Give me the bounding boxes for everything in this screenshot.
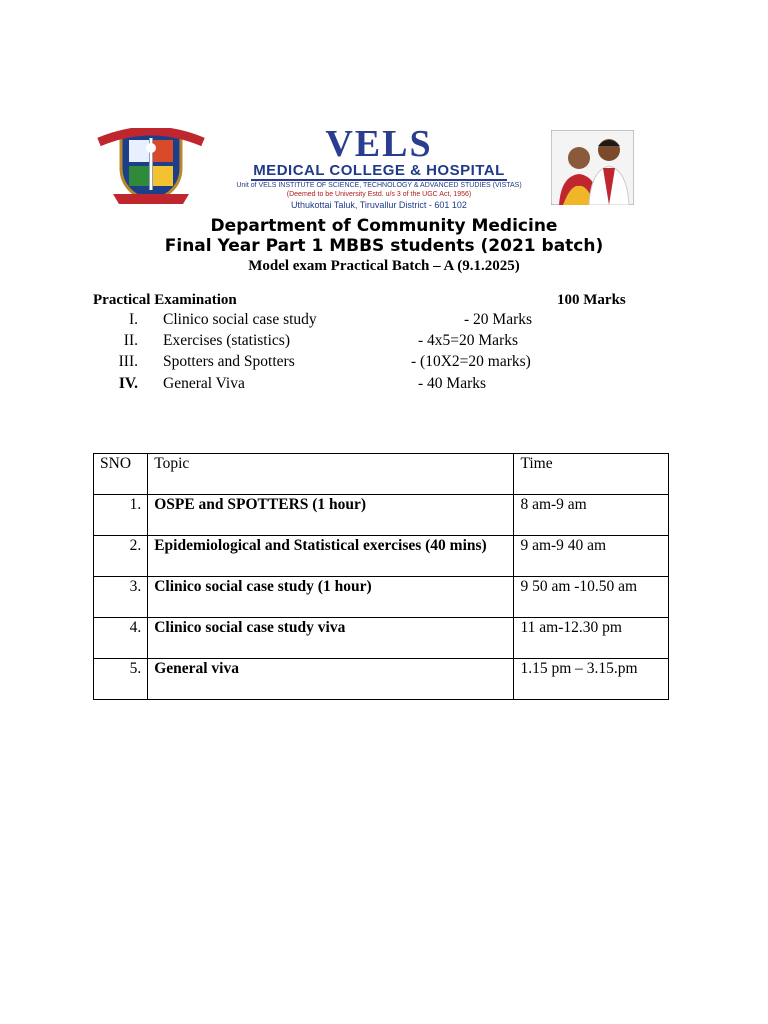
students-title: Final Year Part 1 MBBS students (2021 batch) [164, 236, 604, 256]
founders-photo-icon [551, 130, 634, 205]
header-sno: SNO [94, 454, 148, 495]
brand-name: VELS [325, 123, 433, 165]
schedule-table [93, 453, 669, 700]
table-header-row [94, 454, 669, 495]
practical-item-number: II. [123, 332, 138, 349]
cell-time: 8 am-9 am [514, 495, 669, 536]
cell-sno: 2. [94, 536, 148, 577]
cell-sno: 4. [94, 618, 148, 659]
practical-item-marks: - 40 Marks [418, 375, 487, 392]
brand-block [219, 123, 539, 210]
cell-time: 11 am-12.30 pm [514, 618, 669, 659]
practical-item-number: IV. [118, 375, 138, 392]
practical-item-marks: - 4x5=20 Marks [418, 332, 519, 349]
practical-item-label: Spotters and Spotters [163, 353, 295, 370]
batch-title: Model exam Practical Batch – A (9.1.2025) [248, 258, 520, 274]
cell-time: 9 50 am -10.50 am [514, 577, 669, 618]
table-row [94, 495, 669, 536]
cell-topic: General viva [148, 659, 514, 700]
practical-item-number: III. [118, 353, 138, 370]
cell-topic: Clinico social case study viva [148, 618, 514, 659]
cell-time: 1.15 pm – 3.15.pm [514, 659, 669, 700]
cell-sno: 3. [94, 577, 148, 618]
college-crest-icon [93, 128, 209, 206]
cell-sno: 1. [94, 495, 148, 536]
practical-exam-total: 100 Marks [557, 292, 626, 308]
table-row [94, 577, 669, 618]
brand-subtitle: MEDICAL COLLEGE & HOSPITAL [253, 162, 505, 179]
cell-topic: Clinico social case study (1 hour) [148, 577, 514, 618]
table-row [94, 618, 669, 659]
cell-topic: Epidemiological and Statistical exercises (40 mins) [148, 536, 514, 577]
practical-item-label: General Viva [163, 375, 245, 392]
brand-address: Uthukottai Taluk, Tiruvallur District - 601 102 [291, 200, 467, 210]
table-row [94, 659, 669, 700]
table-row [94, 536, 669, 577]
practical-item-marks: - 20 Marks [464, 311, 533, 328]
practical-item-marks: - (10X2=20 marks) [411, 353, 531, 370]
practical-item-number: I. [128, 311, 138, 328]
department-title: Department of Community Medicine [210, 216, 558, 236]
practical-item-label: Clinico social case study [163, 311, 317, 328]
header-time: Time [514, 454, 669, 495]
cell-topic: OSPE and SPOTTERS (1 hour) [148, 495, 514, 536]
practical-item-label: Exercises (statistics) [163, 332, 290, 349]
cell-time: 9 am-9 40 am [514, 536, 669, 577]
cell-sno: 5. [94, 659, 148, 700]
brand-deemed-note: (Deemed to be University Estd. u/s 3 of the UGC Act, 1956) [286, 191, 472, 198]
practical-exam-label: Practical Examination [93, 292, 237, 308]
letterhead [93, 123, 638, 210]
header-topic: Topic [148, 454, 514, 495]
brand-affiliation: Unit of VELS INSTITUTE OF SCIENCE, TECHNOLOGY & ADVANCED STUDIES (VISTAS) [236, 182, 522, 189]
